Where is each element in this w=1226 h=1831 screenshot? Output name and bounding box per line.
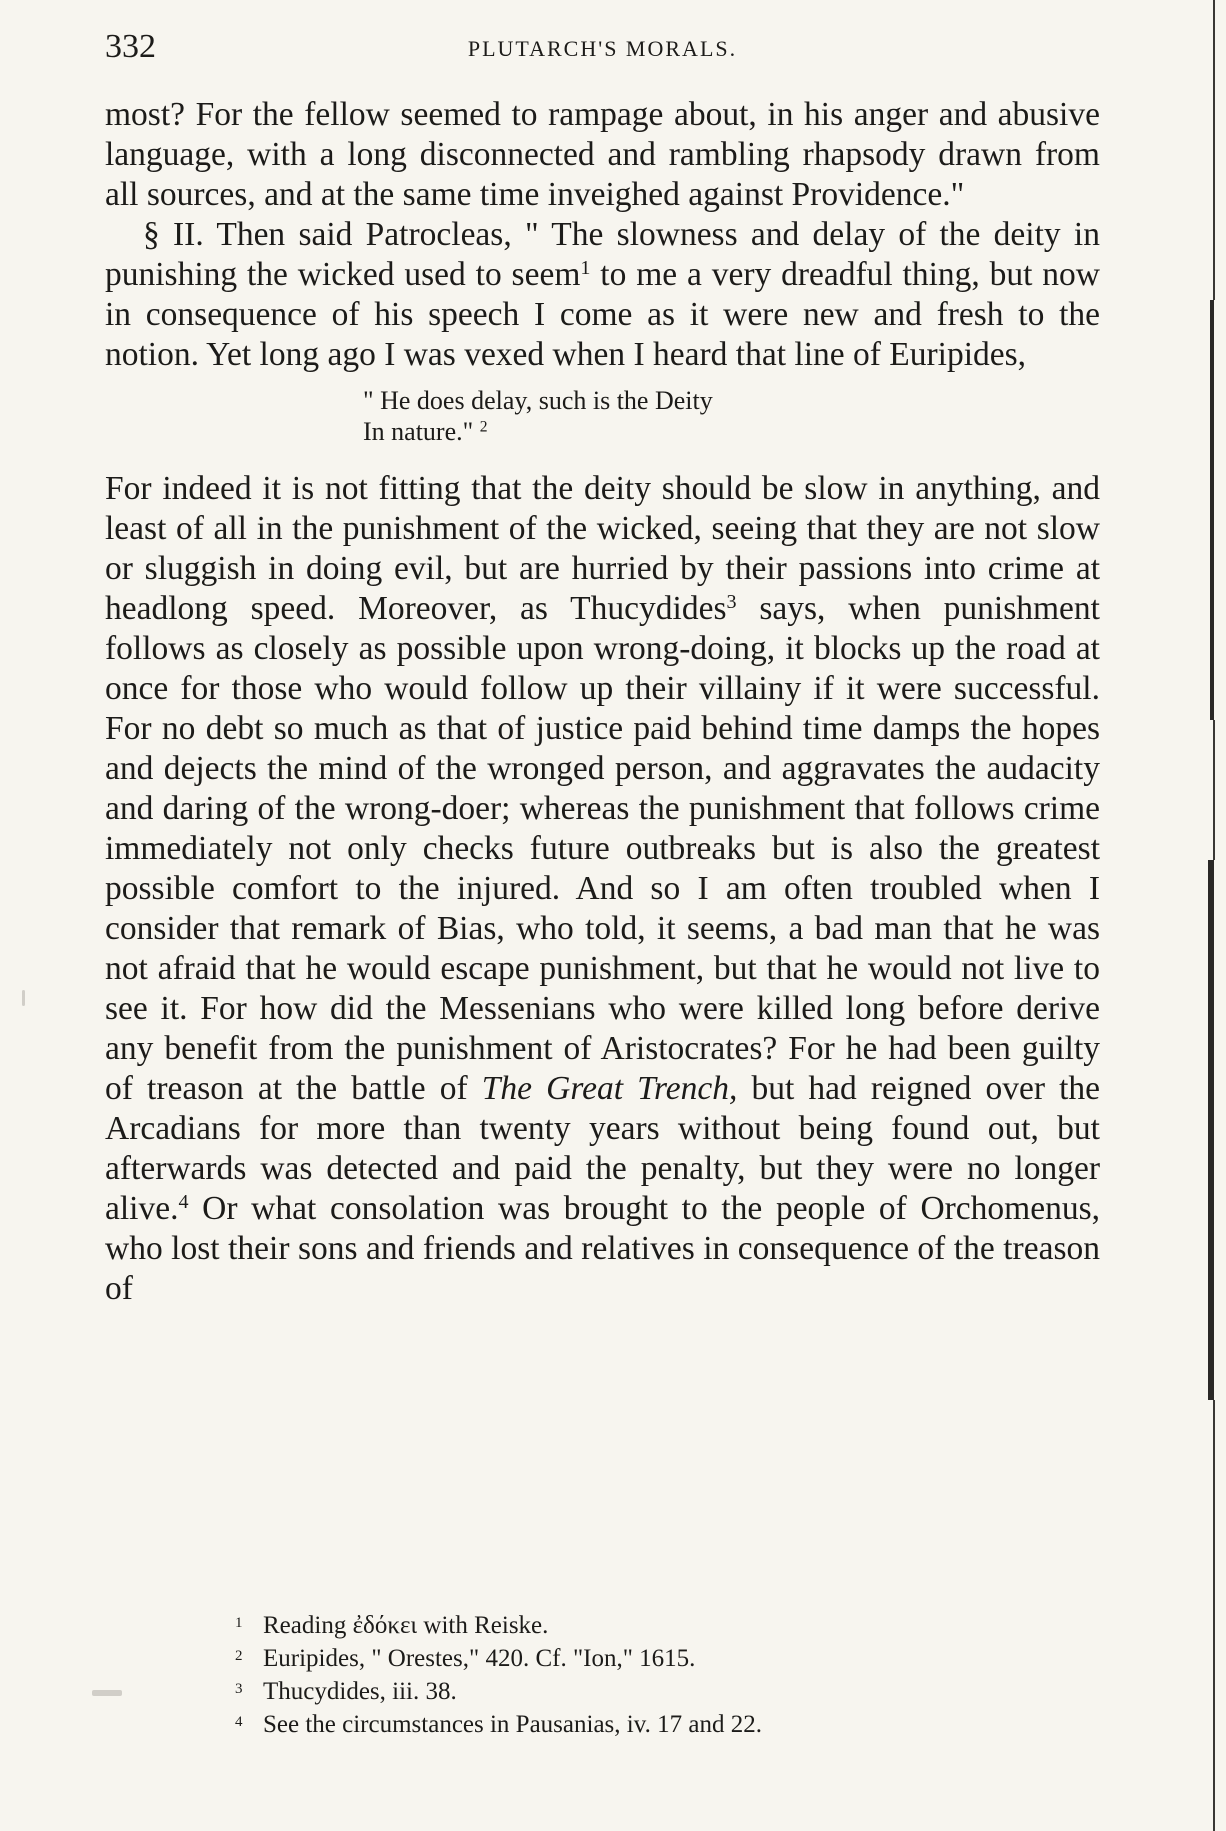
- verse-quote: [363, 385, 1100, 447]
- paragraph-1: most? For the fellow seemed to rampage about, in his anger and abusive language, with a long disconnected and rambling rhapsody drawn from all sources, and at the same time inveighed against Providence.": [105, 96, 1100, 213]
- footnote-ref-3: 3: [726, 590, 737, 613]
- edge-line: [1213, 1400, 1215, 1831]
- footnote: [235, 1707, 1035, 1740]
- footnote-ref-4: 4: [178, 1190, 189, 1213]
- page-header: [105, 28, 1100, 72]
- quote-line-2: [363, 416, 1100, 447]
- edge-line: [1213, 0, 1215, 300]
- paragraph-3-text-d: Or what consolation was brought to the people of Orchomenus, who lost their sons and friends and relatives in consequence of the treason of: [105, 1190, 1100, 1307]
- paragraph-2-text-b: to me a very dreadful thing, but now in consequence of his speech I come as it were new and fresh to the notion. Yet long ago I was vexed when I heard that line of Euripides,: [105, 256, 1100, 373]
- quote-line-2-text: In nature.": [363, 417, 474, 446]
- page-number: 332: [105, 28, 156, 65]
- footnote: [235, 1608, 1035, 1641]
- footnote-text: Thucydides, iii. 38.: [263, 1678, 457, 1705]
- footnote-text: See the circumstances in Pausanias, iv. 17 and 22.: [263, 1711, 762, 1738]
- edge-line: [1210, 300, 1214, 720]
- scan-smudge: [92, 1690, 122, 1696]
- footnote: [235, 1641, 1035, 1674]
- footnote-ref-1: 1: [580, 256, 591, 279]
- footnote-mark: 4: [235, 1714, 243, 1730]
- footnote-text: Reading ἐδόκει with Reiske.: [263, 1612, 549, 1639]
- battle-name: The Great Trench,: [481, 1070, 738, 1107]
- footnote: [235, 1674, 1035, 1707]
- scan-smudge: [22, 990, 25, 1006]
- paragraph-3-text-a: For indeed it is not fitting that the deity should be slow in anything, and least of all in the punishment of the wicked, seeing that they are not slow or sluggish in doing evil, but are hurried by their passions into crime at headlong speed. Moreover, as Thucydides: [105, 470, 1100, 627]
- body-text: [105, 95, 1100, 1309]
- paragraph-3-text-c: but had reigned over the Arcadians for more than twenty years without being found out, but afterwards was detected and paid the penalty, but they were no longer alive.: [105, 1070, 1101, 1227]
- paragraph-2-text-a: § II. Then said Patrocleas, " The slowness and delay of the deity in punishing the wicked used to seem: [105, 216, 1100, 293]
- footnote-mark: 3: [235, 1681, 243, 1697]
- footnote-ref-2: 2: [479, 418, 488, 436]
- paragraph-3: [105, 469, 1100, 1309]
- footnotes: [235, 1608, 1035, 1740]
- quote-line-1: " He does delay, such is the Deity: [363, 386, 713, 415]
- page-edge-binding: [1198, 0, 1226, 1831]
- footnote-text: Euripides, " Orestes," 420. Cf. "Ion," 1615.: [263, 1645, 696, 1672]
- paragraph-3-text-b: says, when punishment follows as closely as possible upon wrong-doing, it blocks up the road at once for those who would follow up their villainy if it were successful. For no debt so much as that of justice paid behind time damps the hopes and dejects the mind of the wronged person, and aggravates the audacity and daring of the wrong-doer; whereas the punishment that follows crime immediately not only checks future outbreaks but is also the greatest possible comfort to the injured. And so I am often troubled when I consider that remark of Bias, who told, it seems, a bad man that he was not afraid that he would escape punishment, but that he would not live to see it. For how did the Messenians who were killed long before derive any benefit from the punishment of Aristocrates? For he had been guilty of treason at the battle of: [105, 590, 1100, 1107]
- footnote-mark: 2: [235, 1648, 243, 1664]
- paragraph-2: [105, 215, 1100, 375]
- edge-line: [1208, 860, 1214, 1400]
- running-head: PLUTARCH'S MORALS.: [467, 36, 738, 61]
- footnote-mark: 1: [235, 1615, 243, 1631]
- edge-line: [1213, 720, 1215, 860]
